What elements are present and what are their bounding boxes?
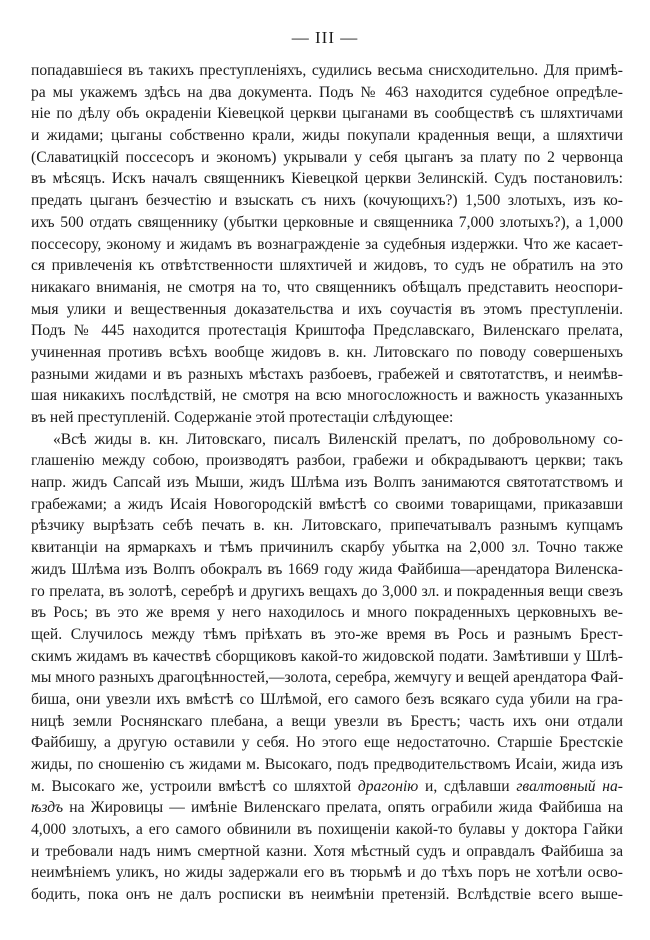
text-segment: неимѣніемъ уликъ, но жиды задержали его въ тюрьмѣ и до тѣхъ поръ не хотѣли осво- xyxy=(31,864,623,882)
text-segment: на Жировицы — имѣніе Виленскаго прелата, опять ограбили жида Файбиша на xyxy=(63,799,623,817)
text-line xyxy=(31,581,623,603)
text-line xyxy=(31,515,623,537)
text-line xyxy=(31,385,623,407)
page-number: — III — xyxy=(291,28,359,47)
text-line xyxy=(31,776,623,798)
text-segment: Подъ № 445 находится протестація Криштофа Предславскаго, Виленскаго прелата, xyxy=(31,322,623,340)
text-line xyxy=(31,841,623,863)
text-line xyxy=(31,342,623,364)
text-segment: биша, они увезли ихъ вмѣстѣ со Шлѣмой, его самого безъ всякаго суда убили на гра- xyxy=(31,690,623,708)
text-line xyxy=(31,60,623,82)
text-line xyxy=(31,472,623,494)
text-line xyxy=(31,320,623,342)
text-segment: въ ней преступленій. Содержаніе этой протестаціи слѣдующее: xyxy=(31,409,454,426)
text-segment: «Всѣ жиды в. кн. Литовскаго, писалъ Виленскій прелатъ, по добровольному со- xyxy=(53,430,623,448)
text-line xyxy=(31,429,623,451)
text-line xyxy=(31,234,623,256)
text-segment: мы много разныхъ драгоцѣнностей,—золота, серебра, жемчугу и вещей арендатора Фай- xyxy=(31,669,624,687)
text-line xyxy=(31,103,623,125)
text-segment: предать цыганъ безчестію и взыскать съ нихъ (кочующихъ?) 1,500 злотыхъ, изъ ко- xyxy=(31,192,623,210)
text-line xyxy=(31,602,623,624)
text-segment: ніе по дѣлу объ окраденіи Кіевецкой церкви цыганами въ сообществѣ съ шляхтичами xyxy=(31,105,623,123)
text-line xyxy=(31,494,623,516)
text-line xyxy=(31,450,623,472)
text-segment: рѣзчику вырѣзать себѣ печать в. кн. Литовскаго, припечатывалъ разнымъ купцамъ xyxy=(31,517,623,535)
text-segment: Файбишу, а другую оставили у себя. Но этого еще недостаточно. Старшіе Брестскіе xyxy=(31,734,623,752)
text-line xyxy=(31,364,623,386)
text-segment: м. Высокаго же, устроили вмѣстѣ со шляхтой xyxy=(31,777,358,795)
text-segment: 4,000 злотыхъ, а его самого обвинили въ похищеніи какой-то булавы у доктора Гайки xyxy=(31,821,623,839)
text-line xyxy=(31,299,623,321)
text-line xyxy=(31,711,623,733)
text-line xyxy=(31,862,623,884)
text-segment: жидъ Шлѣма изъ Волпъ обокралъ въ 1669 году жида Файбиша—арендатора Виленска- xyxy=(31,560,623,578)
text-segment: щей. Случилось между тѣмъ пріѣхать въ это-же время въ Рось и разнымъ Брест- xyxy=(31,625,623,643)
text-segment: ихъ 500 отдать священнику (убытки церковные и священника 7,000 злотыхъ?), а 1,000 xyxy=(31,213,623,231)
italic-text: ѣздъ xyxy=(31,799,64,817)
text-line xyxy=(31,754,623,776)
document-body xyxy=(31,60,623,906)
text-line xyxy=(31,646,623,668)
text-line xyxy=(31,624,623,646)
text-segment: и жидами; цыганы собственно крали, жиды покупали краденныя вещи, а шляхтичи xyxy=(31,127,623,145)
text-segment: въ мѣсяцъ. Искъ началъ священникъ Кіевецкой церкви Зелинскій. Судъ постановилъ: xyxy=(31,170,623,188)
text-segment: квитанціи на ярмаркахъ и тѣмъ причинилъ скарбу убытка на 2,000 зл. Точно также xyxy=(31,539,623,557)
text-segment: поссесору, эконому и жидамъ въ вознагражденіе за судебныя издержки. Что же касает- xyxy=(31,235,623,253)
text-segment: скимъ жидамъ въ качествѣ сборщиковъ какой-то жидовской подати. Замѣтивши у Шлѣ- xyxy=(31,647,623,665)
text-line xyxy=(31,277,623,299)
text-segment: въ Рось; въ это же время у него находилось и много покраденныхъ церковныхъ ве- xyxy=(31,604,623,622)
text-line xyxy=(31,168,623,190)
text-line xyxy=(31,819,623,841)
text-line xyxy=(31,537,623,559)
text-segment: мыя улики и вещественныя доказательства и ихъ соучастія въ этомъ преступленіи. xyxy=(31,300,623,318)
text-segment: жиды, по сношенію съ жидами м. Высокаго, подъ предводительствомъ Исаіи, жида изъ xyxy=(31,756,623,773)
text-line xyxy=(31,147,623,169)
text-segment: (Славатицкій поссесоръ и экономъ) укрывали у себя цыганъ за плату по 2 червонца xyxy=(31,148,623,166)
text-segment: шая никакихъ послѣдствій, не смотря на всю многосложность и важность указанныхъ xyxy=(31,387,623,405)
text-segment: ся привлеченія къ отвѣтственности шляхтичей и жидовъ, то судъ не обратилъ на это xyxy=(31,257,623,275)
text-segment: и, сдѣлавши xyxy=(418,777,517,795)
text-segment: никакаго вниманія, не смотря на то, что священникъ обѣщалъ представить неоспори- xyxy=(31,278,623,296)
text-line xyxy=(31,82,623,104)
text-segment: попадавшіеся въ такихъ преступленіяхъ, судились весьма снисходительно. Для примѣ- xyxy=(31,62,623,79)
text-line xyxy=(31,212,623,234)
text-segment: го прелата, въ золотѣ, серебрѣ и другихъ вещахъ до 3,000 зл. и покраденныя вещи свезъ xyxy=(31,582,623,600)
text-line xyxy=(31,667,623,689)
text-segment: глашенію между собою, производятъ разбои, грабежи и обкрадываютъ церкви; такъ xyxy=(31,452,623,470)
text-segment: ра мы укажемъ здѣсь на два документа. Подъ № 463 находится судебное опредѣле- xyxy=(31,83,623,101)
text-line xyxy=(31,190,623,212)
text-segment: и требовали надъ нимъ смертной казни. Хотя мѣстный судъ и оправдалъ Файбиша за xyxy=(31,842,623,860)
text-line xyxy=(31,884,623,906)
text-line xyxy=(31,559,623,581)
text-segment: бодить, пока онъ не далъ росписки въ неимѣніи претензій. Вслѣдствіе всего выше- xyxy=(31,886,623,904)
text-line xyxy=(31,689,623,711)
text-line xyxy=(31,125,623,147)
text-line xyxy=(31,407,623,429)
text-segment: грабежами; а жидъ Исаія Новогородскій вмѣстѣ со своими товарищами, приказавши xyxy=(31,495,623,513)
text-segment: разными жидами и въ разныхъ мѣстахъ разбоевъ, грабежей и святотатствъ, и неимѣв- xyxy=(31,365,623,383)
text-line xyxy=(31,732,623,754)
text-line xyxy=(31,255,623,277)
text-segment: напр. жидъ Сапсай изъ Мыши, жидъ Шлѣма изъ Волпъ занимаются святотатствомъ и xyxy=(31,474,623,492)
text-segment: учиненная противъ всѣхъ вообще жидовъ в. кн. Литовскаго по поводу совершеныхъ xyxy=(31,343,623,361)
italic-text: гвалтовный на- xyxy=(516,777,623,795)
italic-text: драгонію xyxy=(357,777,419,795)
text-segment: ницѣ земли Роснянскаго плебана, а вещи увезли въ Брестъ; часть ихъ они отдали xyxy=(31,712,623,730)
text-line xyxy=(31,797,623,819)
